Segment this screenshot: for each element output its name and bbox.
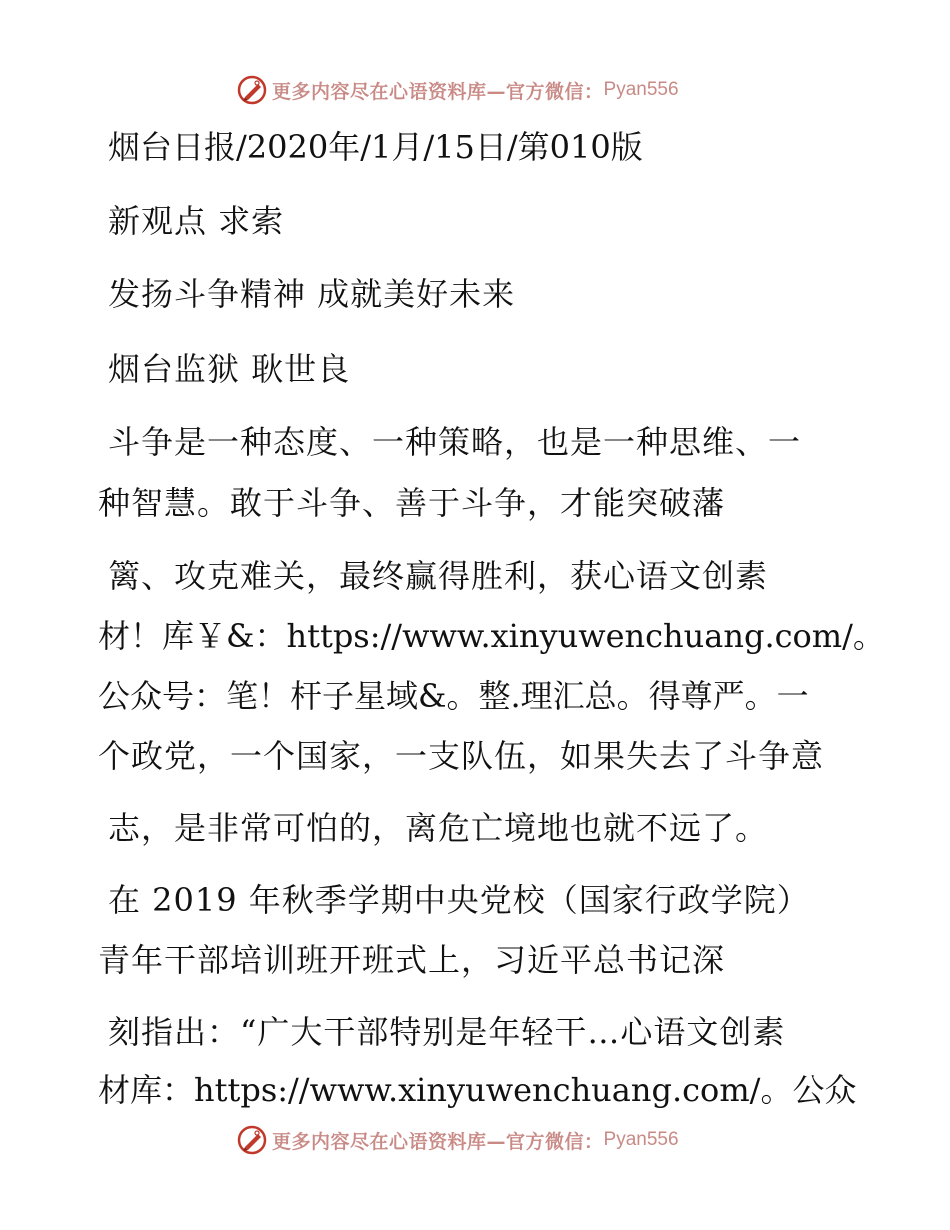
doc-paragraph-line: 种智慧。敢于斗争、善于斗争，才能突破藩 — [98, 484, 726, 522]
doc-paragraph-line: 公众号：笔！杆子星域&。整.理汇总。得尊严。一 — [98, 677, 809, 715]
doc-paragraph-line: 斗争是一种态度、一种策略，也是一种思维、一 — [108, 423, 802, 461]
doc-author: 烟台监狱 耿世良 — [108, 350, 351, 388]
watermark-wechat-id: Pyan556 — [603, 1129, 679, 1150]
doc-column-label: 新观点 求索 — [108, 202, 285, 240]
doc-paragraph-line: 个政党，一个国家，一支队伍，如果失去了斗争意 — [98, 737, 825, 775]
doc-paragraph-line: 在 2019 年秋季学期中央党校（国家行政学院） — [108, 881, 810, 919]
pen-logo-icon — [236, 74, 268, 106]
doc-source-line: 烟台日报/2020年/1月/15日/第010版 — [108, 128, 643, 166]
doc-paragraph-line: 青年干部培训班开班式上，习近平总书记深 — [98, 941, 726, 979]
doc-paragraph-line: 刻指出：“广大干部特别是年轻干…心语文创素 — [108, 1013, 786, 1051]
doc-paragraph-line: 材库：https://www.xinyuwenchuang.com/。公众 — [98, 1071, 857, 1109]
pen-logo-icon — [236, 1124, 268, 1156]
watermark-text: 更多内容尽在心语资料库—官方微信： — [272, 80, 604, 103]
doc-title: 发扬斗争精神 成就美好未来 — [108, 275, 516, 313]
doc-paragraph-line: 篱、攻克难关，最终赢得胜利，获心语文创素 — [108, 557, 769, 595]
watermark-banner-bottom — [236, 1122, 679, 1158]
watermark-wechat-id: Pyan556 — [603, 79, 679, 100]
doc-paragraph-line: 材！库￥&：https://www.xinyuwenchuang.com/。 — [98, 617, 885, 655]
doc-paragraph-line: 志，是非常可怕的，离危亡境地也就不远了。 — [108, 809, 769, 847]
watermark-banner-top — [236, 72, 679, 108]
watermark-text: 更多内容尽在心语资料库—官方微信： — [272, 1130, 604, 1153]
